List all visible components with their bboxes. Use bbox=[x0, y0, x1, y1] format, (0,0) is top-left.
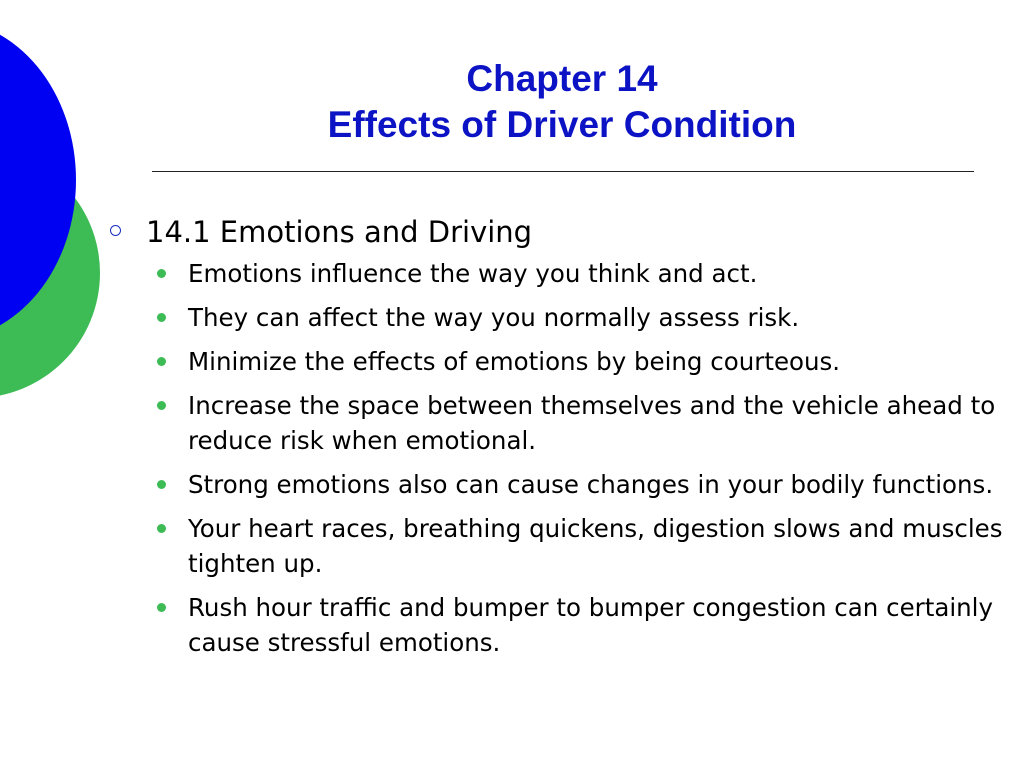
section-heading-item bbox=[108, 212, 1008, 252]
bullet-item bbox=[108, 256, 1008, 291]
bullet-text: They can affect the way you normally assess risk. bbox=[188, 303, 800, 332]
hollow-circle-bullet-icon bbox=[110, 225, 121, 236]
bullet-item bbox=[108, 590, 1008, 660]
bullet-text: Strong emotions also can cause changes in your bodily functions. bbox=[188, 470, 994, 499]
bullet-item bbox=[108, 511, 1008, 581]
bullet-list bbox=[108, 256, 1008, 660]
bullet-dot-icon bbox=[157, 269, 166, 278]
bullet-dot-icon bbox=[157, 401, 166, 410]
bullet-dot-icon bbox=[157, 603, 166, 612]
bullet-dot-icon bbox=[157, 313, 166, 322]
slide-title bbox=[150, 56, 974, 148]
title-line-1: Chapter 14 bbox=[466, 58, 658, 99]
bullet-text: Emotions influence the way you think and act. bbox=[188, 259, 758, 288]
bullet-text: Minimize the effects of emotions by being courteous. bbox=[188, 347, 841, 376]
bullet-dot-icon bbox=[157, 357, 166, 366]
slide-content bbox=[108, 212, 1008, 669]
title-line-2: Effects of Driver Condition bbox=[327, 104, 797, 145]
bullet-dot-icon bbox=[157, 524, 166, 533]
bullet-text: Increase the space between themselves and the vehicle ahead to reduce risk when emotional. bbox=[188, 391, 996, 455]
bullet-text: Your heart races, breathing quickens, digestion slows and muscles tighten up. bbox=[188, 514, 1003, 578]
section-heading: 14.1 Emotions and Driving bbox=[146, 215, 533, 249]
bullet-text: Rush hour traffic and bumper to bumper congestion can certainly cause stressful emotions. bbox=[188, 593, 993, 657]
bullet-item bbox=[108, 388, 1008, 458]
bullet-dot-icon bbox=[157, 480, 166, 489]
title-divider bbox=[152, 171, 974, 172]
bullet-item bbox=[108, 300, 1008, 335]
bullet-item bbox=[108, 467, 1008, 502]
bullet-item bbox=[108, 344, 1008, 379]
